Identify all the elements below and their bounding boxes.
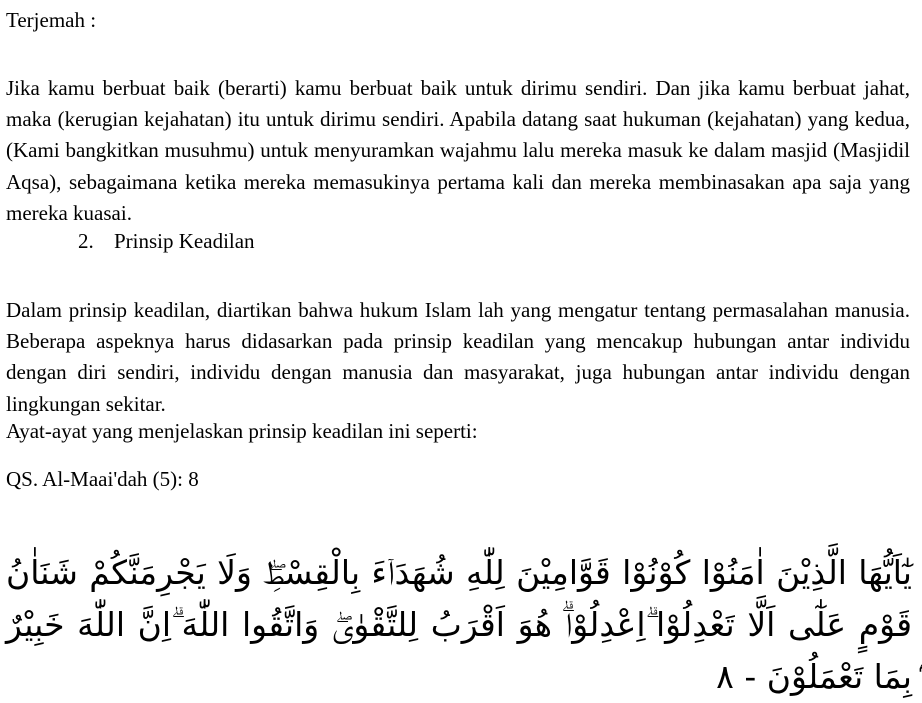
translation-label: Terjemah : xyxy=(6,8,97,32)
verse-reference: QS. Al-Maai'dah (5): 8 xyxy=(6,467,199,491)
section-heading: Prinsip Keadilan xyxy=(114,229,255,253)
principle-paragraph: Dalam prinsip keadilan, diartikan bahwa hukum Islam lah yang mengatur tentang permasalahan manusia. Beberapa aspeknya harus didasarkan pada prinsip keadilan yang mencakup hubungan antar individu dengan diri sendiri, individu dengan manusia dan masyarakat, juga hubungan antar individu dengan lingkungan sekitar. xyxy=(6,298,910,416)
arabic-verse: يٰٓاَيُّهَا الَّذِيْنَ اٰمَنُوْا كُوْنُوْا قَوَّامِيْنَ لِلّٰهِ شُهَدَاۤءَ بِالْقِسْطِۖ وَلَا يَجْرِمَنَّكُمْ شَنَاٰنُ قَوْمٍ عَلٰٓى اَلَّا تَعْدِلُوْا ۗاِعْدِلُوْاۗ هُوَ اَقْرَبُ لِلتَّقْوٰىۖ وَاتَّقُوا اللّٰهَ ۗاِنَّ اللّٰهَ خَبِيْرٌ ۢبِمَا تَعْمَلُوْنَ - ٨ xyxy=(6,553,912,696)
list-number: 2. xyxy=(78,229,94,253)
verses-intro: Ayat-ayat yang menjelaskan prinsip keadilan ini seperti: xyxy=(6,419,478,443)
translation-paragraph: Jika kamu berbuat baik (berarti) kamu berbuat baik untuk dirimu sendiri. Dan jika kamu berbuat jahat, maka (kerugian kejahatan) itu untuk dirimu sendiri. Apabila datang saat hukuman (kejahatan) yang kedua, (Kami bangkitkan musuhmu) untuk menyuramkan wajahmu lalu mereka masuk ke dalam masjid (Masjidil Aqsa), sebagaimana ketika mereka memasukinya pertama kali dan mereka membinasakan apa saja yang mereka kuasai. xyxy=(6,76,910,225)
list-item-heading xyxy=(78,226,255,257)
